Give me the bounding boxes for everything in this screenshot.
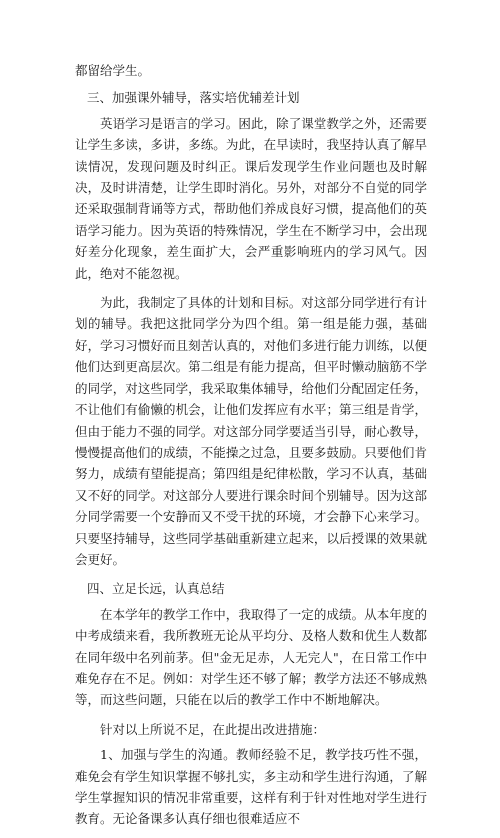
section-heading-4: 四、立足长远，认真总结 <box>87 581 225 597</box>
document-body <box>75 60 427 838</box>
paragraph-improvement-1: 1、加强与学生的沟通。教师经验不足，教学技巧性不强，难免会有学生知识掌握不够扎实，多主动和学生进行沟通，了解学生掌握知识的情况非常重要，这样有利于针对性地对学生进行教育。无论备课多认真仔细也很难适应不 <box>75 747 427 827</box>
section-heading-3: 三、加强课外辅导，落实培优辅差计划 <box>87 90 300 106</box>
paragraph-continuation: 都留给学生。 <box>75 63 151 78</box>
paragraph-tutoring-plan: 为此，我制定了具体的计划和目标。对这部分同学进行有计划的辅导。我把这批同学分为四个组。第一组是能力强，基础好，学习习惯好而且刻苦认真的，对他们多进行能力训练，以便他们达到更高层次。第二组是有能力提高，但平时懒动脑筋不学的同学，对这些同学，我采取集体辅导，给他们分配固定任务，不让他们有偷懒的机会，让他们发挥应有水平；第三组是肯学，但由于能力不强的同学。对这部分同学要适当引导，耐心教导，慢慢提高他们的成绩，不能操之过急，且要多鼓励。只要他们肯努力，成绩有望能提高；第四组是纪律松散，学习不认真，基础又不好的同学。对这部分人要进行课余时间个别辅导。因为这部分同学需要一个安静而又不受干扰的环境，才会静下心来学习。只要坚持辅导，这些同学基础重新建立起来，以后授课的效果就会更好。 <box>75 295 427 567</box>
paragraph-summary: 在本学年的教学工作中，我取得了一定的成绩。从本年度的中考成绩来看，我所教班无论从平均分、及格人数和优生人数都在同年级中名列前茅。但"金无足赤，人无完人"，在日常工作中难免存在不足。例如：对学生还不够了解；教学方法还不够成熟等，而这些问题，只能在以后的教学工作中不断地解决。 <box>75 606 427 708</box>
paragraph-english-learning: 英语学习是语言的学习。困此，除了课堂教学之外，还需要让学生多读，多讲，多练。为此，在早读时，我坚持认真了解早读情况，发现问题及时纠正。课后发现学生作业问题也及时解决，及时讲清楚，让学生即时消化。另外，对部分不自觉的同学还采取强制背诵等方式，帮助他们养成良好习惯，提高他们的英语学习能力。因为英语的特殊情况，学生在不断学习中，会出现好差分化现象，差生面扩大，会严重影响班内的学习风气。因此，绝对不能忽视。 <box>75 115 427 281</box>
paragraph-improvement-intro: 针对以上所说不足，在此提出改进措施： <box>100 721 326 737</box>
